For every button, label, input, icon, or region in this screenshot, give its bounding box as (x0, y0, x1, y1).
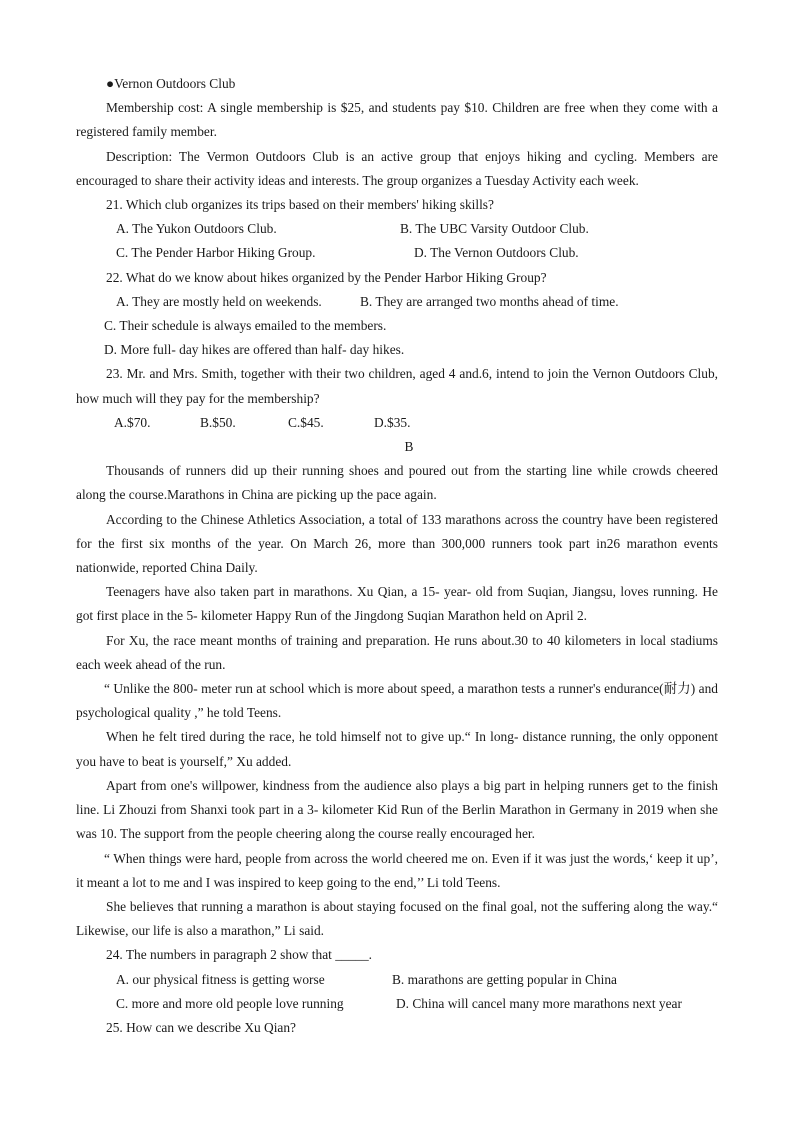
q24-option-a: A. our physical fitness is getting worse (116, 971, 325, 987)
question-23: 23. Mr. and Mrs. Smith, together with their two children, aged 4 and.6, intend to join the Vernon Outdoors Club, how much will they pay for the membership? (76, 366, 718, 406)
q22-option-d: D. More full- day hikes are offered than half- day hikes. (104, 342, 405, 358)
q21-option-a: A. The Yukon Outdoors Club. (116, 221, 277, 237)
q21-option-b: B. The UBC Varsity Outdoor Club. (400, 221, 589, 237)
q21-options-row-1 (76, 217, 718, 241)
q22-option-b: B. They are arranged two months ahead of time. (360, 293, 619, 309)
q22-option-c: C. Their schedule is always emailed to the members. (104, 318, 387, 334)
passage-paragraph: For Xu, the race meant months of training and preparation. He runs about.30 to 40 kilometers in local stadiums each week ahead of the run. (76, 632, 718, 672)
q22-option-a: A. They are mostly held on weekends. (116, 293, 322, 309)
q23-options-row (76, 411, 718, 435)
question-21: 21. Which club organizes its trips based on their members' hiking skills? (106, 197, 494, 213)
passage-paragraph: Apart from one's willpower, kindness from the audience also plays a big part in helping runners get to the finish line. Li Zhouzi from Shanxi took part in a 3- kilometer Kid Run of the Berlin Marathon in Germany in 2019 when she was 10. The support from the people cheering along the course really encouraged her. (76, 777, 718, 842)
q23-option-d: D.$35. (374, 414, 411, 430)
q24-option-b: B. marathons are getting popular in China (392, 971, 617, 987)
question-24: 24. The numbers in paragraph 2 show that _____. (106, 947, 373, 963)
q22-options-row-1 (76, 290, 718, 314)
q23-option-a: A.$70. (114, 414, 151, 430)
passage-paragraph: According to the Chinese Athletics Association, a total of 133 marathons across the country have been registered for the first six months of the year. On March 26, more than 300,000 runners took part in26 marathon events nationwide, reported China Daily. (76, 511, 718, 576)
q23-option-b: B.$50. (200, 414, 236, 430)
q21-option-d: D. The Vernon Outdoors Club. (414, 245, 579, 261)
q21-option-c: C. The Pender Harbor Hiking Group. (116, 245, 316, 261)
document-page (76, 72, 718, 1040)
club-title: ●Vernon Outdoors Club (106, 76, 236, 91)
membership-text: Membership cost: A single membership is $25, and students pay $10. Children are free when they come with a registered family member. (76, 100, 718, 140)
passage-paragraph: “ Unlike the 800- meter run at school which is more about speed, a marathon tests a runner's endurance(耐力) and psychological quality ,” he told Teens. (76, 681, 718, 721)
q24-option-c: C. more and more old people love running (116, 995, 344, 1011)
q24-options-row-1 (76, 968, 718, 992)
q24-options-row-2 (76, 992, 718, 1016)
passage-paragraph: She believes that running a marathon is about staying focused on the final goal, not the suffering along the way.“ Likewise, our life is also a marathon,” Li said. (76, 898, 718, 939)
passage-paragraph: Teenagers have also taken part in marathons. Xu Qian, a 15- year- old from Suqian, Jiangsu, loves running. He got first place in the 5- kilometer Happy Run of the Jingdong Suqian Marathon held on April 2. (76, 584, 718, 624)
q24-option-d: D. China will cancel many more marathons next year (396, 995, 682, 1011)
q21-options-row-2 (76, 241, 718, 265)
section-b-heading: B (404, 439, 414, 455)
q23-option-c: C.$45. (288, 414, 324, 430)
passage-paragraph: Thousands of runners did up their running shoes and poured out from the starting line while crowds cheered along the course.Marathons in China are picking up the pace again. (76, 463, 718, 503)
question-25: 25. How can we describe Xu Qian? (106, 1019, 297, 1035)
passage-paragraph: When he felt tired during the race, he told himself not to give up.“ In long- distance running, the only opponent you have to beat is yourself,” Xu added. (76, 729, 718, 769)
description-text: Description: The Vermon Outdoors Club is an active group that enjoys hiking and cycling. Members are encouraged to share their activity ideas and interests. The group organizes a Tuesday Activity each week. (76, 148, 718, 188)
question-22: 22. What do we know about hikes organized by the Pender Harbor Hiking Group? (106, 269, 547, 285)
passage-paragraph: “ When things were hard, people from across the world cheered me on. Even if it was just the words,‘ keep it up’, it meant a lot to me and I was inspired to keep going to the end,’’ Li told Teens. (76, 850, 718, 890)
